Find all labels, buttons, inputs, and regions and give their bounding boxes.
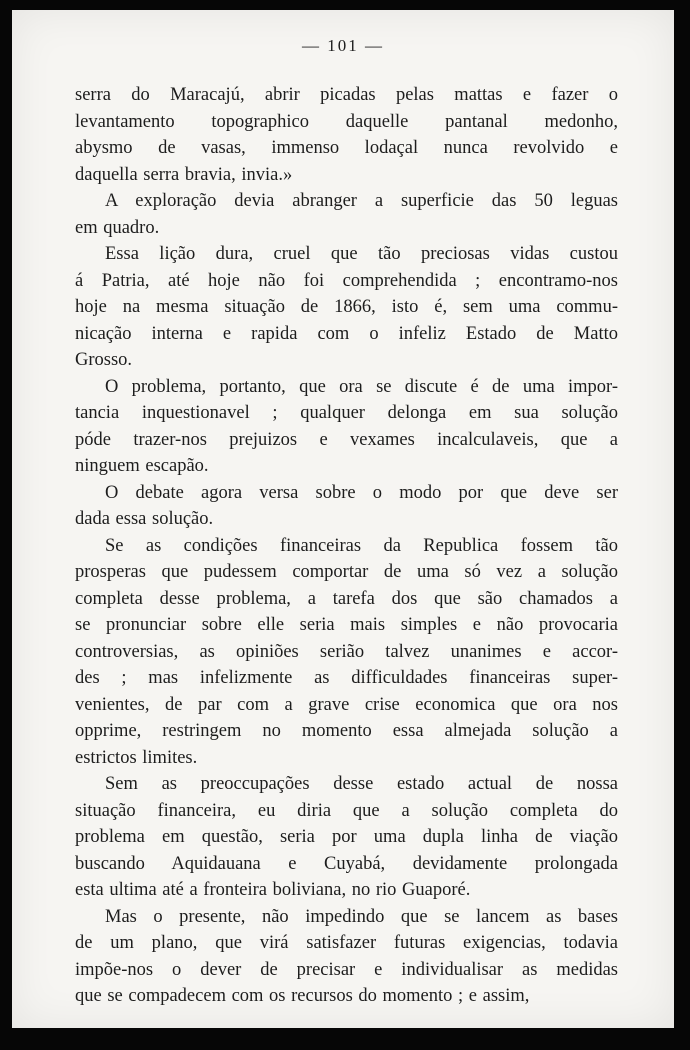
text-line: Se as condições financeiras da Republica fossem tão [105,535,618,556]
text-line: problema em questão, seria por uma dupla linha de viação [75,827,618,847]
text-line: que se compadecem com os recursos do momento ; e assim, [75,986,530,1006]
paragraph [75,374,618,480]
text-line: opprime, restringem no momento essa almejada solução a [75,721,618,741]
text-line: O debate agora versa sobre o modo por que deve ser [105,482,618,503]
page-number: — 101 — [302,36,384,55]
text-line: em quadro. [75,217,160,238]
text-line: esta ultima até a fronteira boliviana, no rio Guaporé. [75,880,471,900]
text-line: nicação interna e rapida com o infeliz Estado de Matto [75,323,618,344]
text-line: impõe-nos o dever de precisar e individualisar as medidas [75,959,618,980]
paragraph [75,533,618,772]
paragraph [75,188,618,241]
paragraph [75,480,618,533]
paragraph [75,82,618,188]
paragraph [75,241,618,374]
text-line: de um plano, que virá satisfazer futuras exigencias, todavia [75,933,618,953]
text-line: ninguem escapão. [75,456,209,476]
text-line: levantamento topographico daquelle pantanal medonho, [75,111,618,132]
text-line: prosperas que pudessem comportar de uma só vez a solução [75,562,618,582]
page-body [12,82,674,1010]
text-line: Grosso. [75,350,133,370]
text-line: se pronunciar sobre elle seria mais simples e não provocaria [75,615,618,635]
text-line: buscando Aquidauana e Cuyabá, devidamente prolongada [75,853,618,874]
text-line: tancia inquestionavel ; qualquer delonga em sua solução [75,403,618,423]
text-line: situação financeira, eu diria que a solução completa do [75,800,618,821]
text-line: Mas o presente, não impedindo que se lancem as bases [105,906,618,927]
text-line: abysmo de vasas, immenso lodaçal nunca revolvido e [75,138,618,158]
text-line: póde trazer-nos prejuizos e vexames incalculaveis, que a [75,429,618,450]
text-line: á Patria, até hoje não foi comprehendida ; encontramo-nos [75,270,618,291]
text-line: serra do Maracajú, abrir picadas pelas mattas e fazer o [75,85,618,105]
text-line: controversias, as opiniões serião talvez unanimes e accor- [75,641,618,662]
text-line: dada essa solução. [75,509,214,529]
text-line: A exploração devia abranger a superficie das 50 leguas [105,191,618,211]
paragraph [75,771,618,904]
text-line: hoje na mesma situação de 1866, isto é, sem uma commu- [75,297,618,317]
text-line: Essa lição dura, cruel que tão preciosas vidas custou [105,244,618,264]
text-line: Sem as preoccupações desse estado actual de nossa [105,774,618,794]
text-line: des ; mas infelizmente as difficuldades financeiras super- [75,668,618,688]
paragraph [75,904,618,1010]
text-line: estrictos limites. [75,747,198,768]
text-line: daquella serra bravia, invia.» [75,164,293,185]
text-line: completa desse problema, a tarefa dos que são chamados a [75,588,618,609]
paper-sheet [12,10,674,1028]
text-line: O problema, portanto, que ora se discute é de uma impor- [105,376,618,397]
text-line: venientes, de par com a grave crise economica que ora nos [75,694,618,715]
